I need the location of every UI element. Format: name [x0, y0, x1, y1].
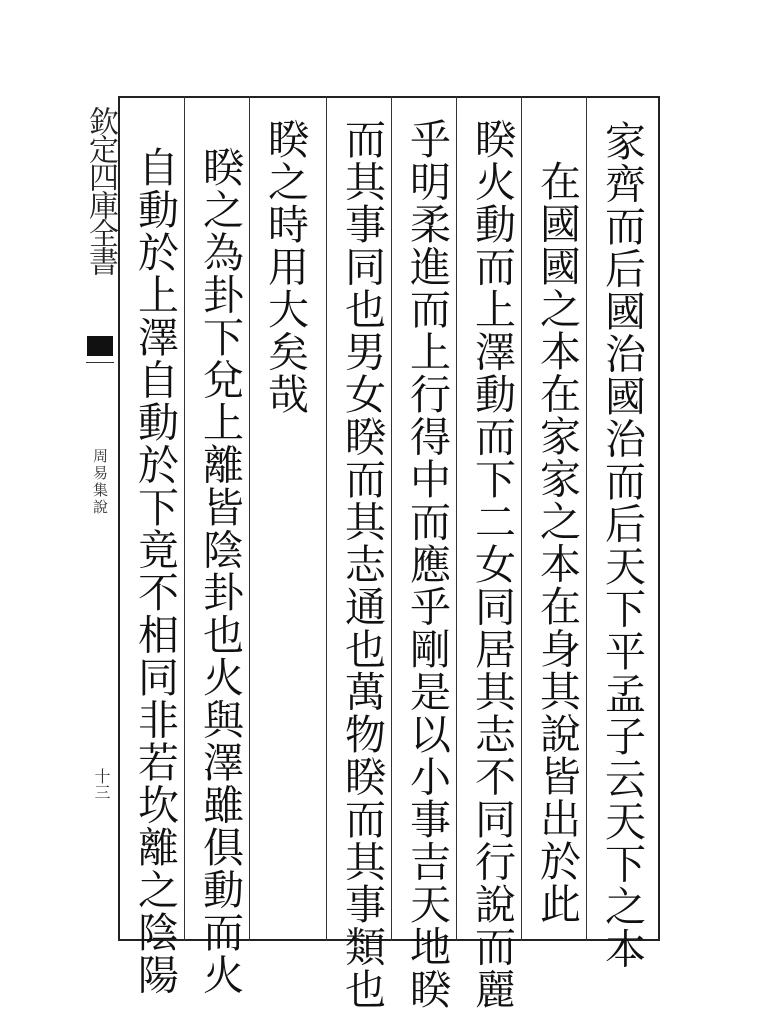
column-divider: [586, 96, 587, 941]
text-column-3: 睽火動而上澤動而下二女同居其志不同行說而麗: [468, 118, 516, 1011]
banxin-page-number: 十三: [92, 768, 111, 800]
fishtail-mark: [87, 336, 113, 356]
column-divider: [521, 96, 522, 941]
text-column-2: 在國國之本在家家之本在身其說皆出於此: [533, 160, 581, 925]
column-divider: [326, 96, 327, 941]
text-column-7: 睽之為卦下兌上離皆陰卦也火與澤雖俱動而火: [196, 146, 244, 996]
text-column-6: 睽之時用大矣哉: [261, 118, 309, 416]
text-column-1: 家齊而后國治國治而后天下平孟子云天下之本: [598, 120, 646, 970]
text-column-5: 而其事同也男女睽而其志通也萬物睽而其事類也: [338, 118, 386, 1011]
column-divider: [456, 96, 457, 941]
column-divider: [184, 96, 185, 941]
fishtail-rule: [86, 362, 114, 363]
banxin-title: 欽定四庫全書: [83, 106, 118, 274]
banxin-section-title: 周易集說: [91, 448, 109, 516]
text-column-8: 自動於上澤自動於下竟不相同非若坎離之陰陽: [131, 146, 179, 996]
column-divider: [391, 96, 392, 941]
column-divider: [249, 96, 250, 941]
text-column-4: 乎明柔進而上行得中而應乎剛是以小事吉天地睽: [403, 118, 451, 1011]
